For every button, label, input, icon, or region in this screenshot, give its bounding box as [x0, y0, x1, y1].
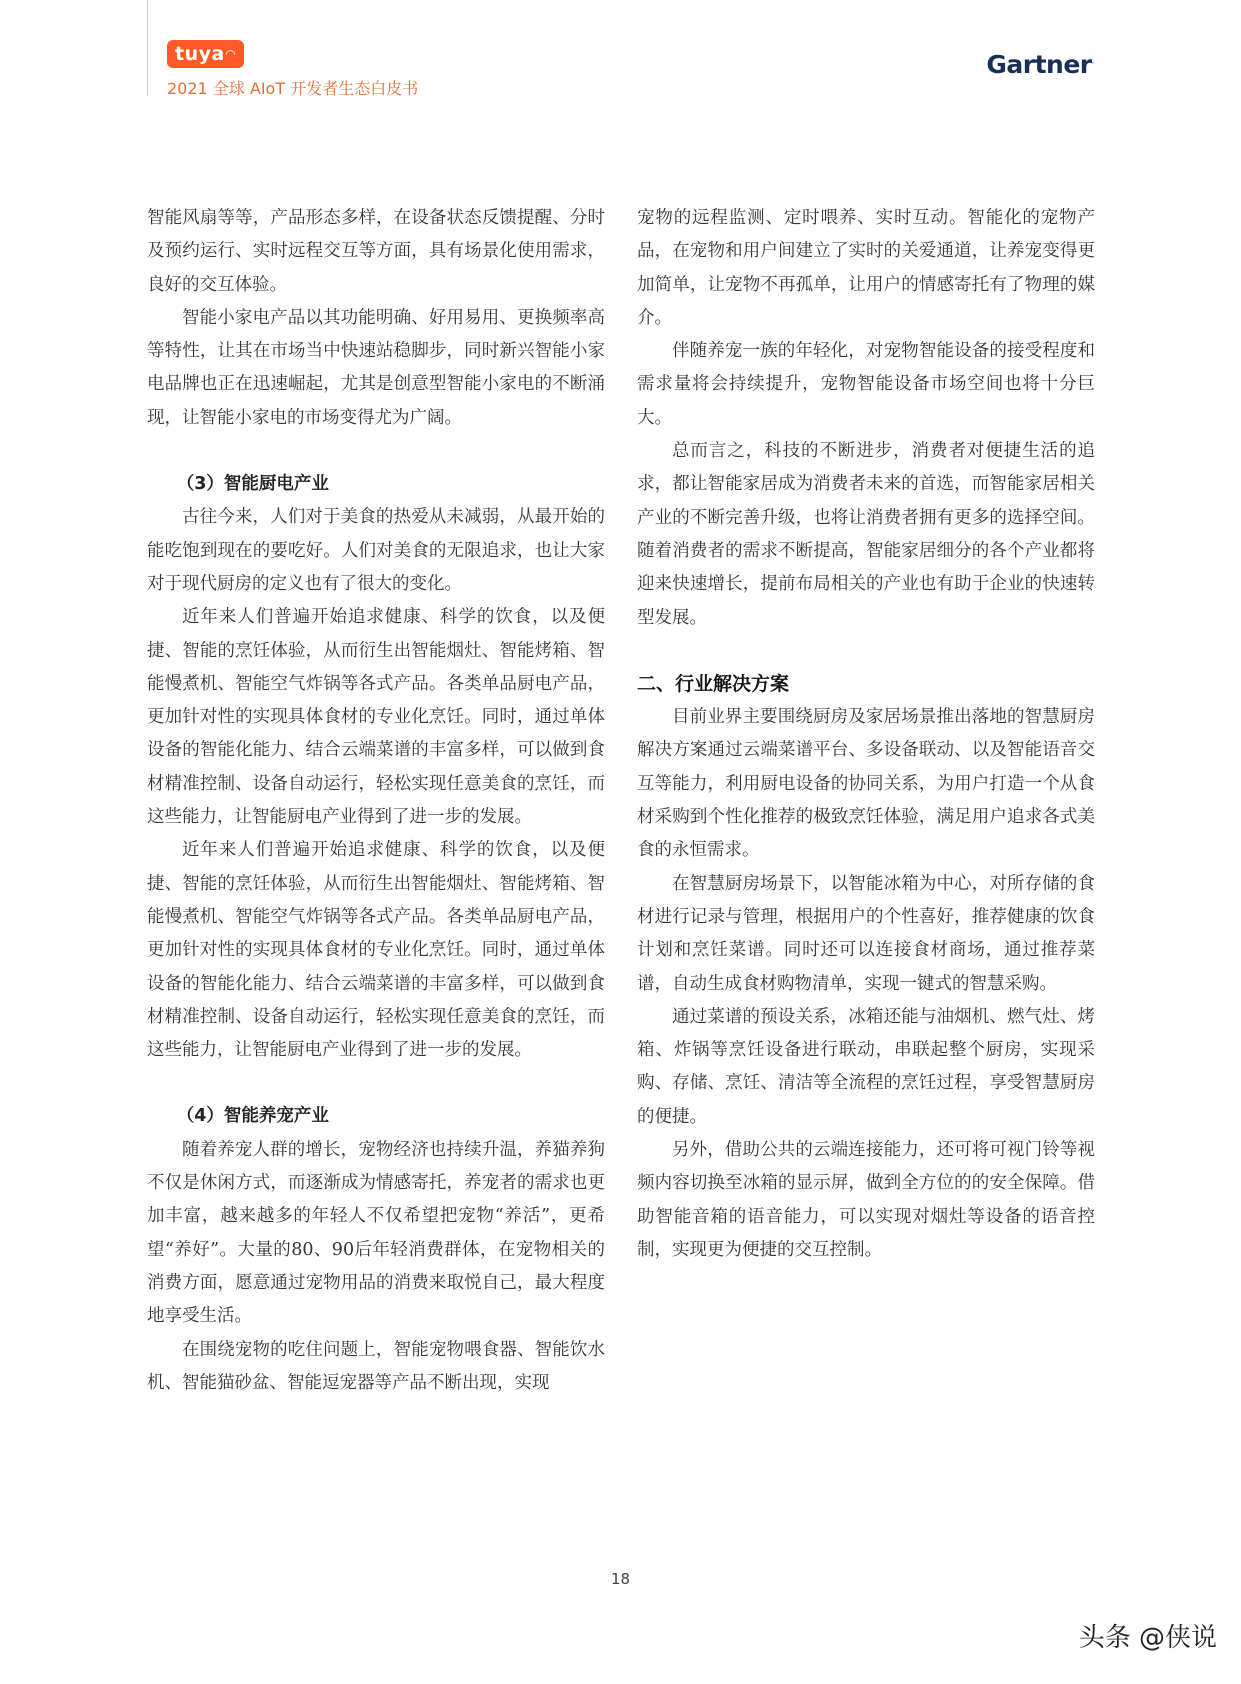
watermark: 头条 @侠说: [1078, 1623, 1217, 1653]
section-heading: （4）智能养宠产业: [176, 1106, 329, 1127]
paragraph: 智能小家电产品以其功能明确、好用易用、更换频率高等特性，让其在市场当中快速站稳脚步，同时新兴智能小家电品牌也正在迅速崛起，尤其是创意型智能小家电的不断涌现，让智能小家电的市场变得尤为广阔。: [147, 307, 605, 428]
section-heading: （3）智能厨电产业: [176, 474, 329, 495]
gartner-logo: Gartner.: [986, 50, 1094, 79]
paragraph: 目前业界主要围绕厨房及家居场景推出落地的智慧厨房解决方案通过云端菜谱平台、多设备联动、以及智能语音交互等能力，利用厨电设备的协同关系，为用户打造一个从食材采购到个性化推荐的极致烹饪体验，满足用户追求各式美食的永恒需求。: [637, 707, 1095, 861]
paragraph: 随着养宠人群的增长，宠物经济也持续升温，养猫养狗不仅是休闲方式，而逐渐成为情感寄托，养宠者的需求也更加丰富，越来越多的年轻人不仅希望把宠物“养活”，更希望“养好”。大量的80、90后年轻消费群体，在宠物相关的消费方面，愿意通过宠物用品的消费来取悦自己，最大程度地享受生活。: [147, 1139, 605, 1327]
section-heading: 二、行业解决方案: [637, 672, 790, 695]
paragraph: 总而言之，科技的不断进步，消费者对便捷生活的追求，都让智能家居成为消费者未来的首选，而智能家居相关产业的不断完善升级，也将让消费者拥有更多的选择空间。随着消费者的需求不断提高，智能家居细分的各个产业都将迎来快速增长，提前布局相关的产业也有助于企业的快速转型发展。: [637, 441, 1095, 628]
paragraph: 通过菜谱的预设关系，冰箱还能与油烟机、燃气灶、烤箱、炸锅等烹饪设备进行联动，串联起整个厨房，实现采购、存储、烹饪、清洁等全流程的烹饪过程，享受智慧厨房的便捷。: [637, 1006, 1095, 1127]
paragraph: 伴随养宠一族的年轻化，对宠物智能设备的接受程度和需求量将会持续提升，宠物智能设备市场空间也将十分巨大。: [637, 341, 1095, 428]
paragraph: 另外，借助公共的云端连接能力，还可将可视门铃等视频内容切换至冰箱的显示屏，做到全方位的的安全保障。借助智能音箱的语音能力，可以实现对烟灶等设备的语音控制，实现更为便捷的交互控制。: [637, 1140, 1095, 1260]
paragraph: 在智慧厨房场景下，以智能冰箱为中心，对所存储的食材进行记录与管理，根据用户的个性喜好，推荐健康的饮食计划和烹饪菜谱。同时还可以连接食材商场，通过推荐菜谱，自动生成食材购物清单，实现一键式的智慧采购。: [637, 873, 1095, 994]
paragraph: 宠物的远程监测、定时喂养、实时互动。智能化的宠物产品，在宠物和用户间建立了实时的关爱通道，让养宠变得更加简单，让宠物不再孤单，让用户的情感寄托有了物理的媒介。: [637, 208, 1095, 328]
tuya-logo: tuya◠: [167, 40, 244, 68]
page-number: 18: [610, 1570, 631, 1588]
document-title: 2021 全球 AIoT 开发者生态白皮书: [167, 79, 419, 98]
left-column: [147, 202, 605, 1400]
header-divider: [147, 0, 148, 96]
wifi-icon: ◠: [225, 47, 236, 61]
paragraph: 在围绕宠物的吃住问题上，智能宠物喂食器、智能饮水机、智能猫砂盆、智能逗宠器等产品不断出现，实现: [147, 1339, 605, 1393]
paragraph: 古往今来，人们对于美食的热爱从未减弱，从最开始的能吃饱到现在的要吃好。人们对美食的无限追求，也让大家对于现代厨房的定义也有了很大的变化。: [147, 507, 605, 594]
right-column: [637, 202, 1095, 1267]
paragraph: 智能风扇等等，产品形态多样，在设备状态反馈提醒、分时及预约运行、实时远程交互等方面，具有场景化使用需求，良好的交互体验。: [147, 208, 605, 295]
section-spacer: [147, 1067, 605, 1100]
section-spacer: [637, 635, 1095, 668]
section-spacer: [147, 435, 605, 468]
paragraph: 近年来人们普遍开始追求健康、科学的饮食，以及便捷、智能的烹饪体验，从而衍生出智能烟灶、智能烤箱、智能慢煮机、智能空气炸锅等各式产品。各类单品厨电产品，更加针对性的实现具体食材的专业化烹饪。同时，通过单体设备的智能化能力、结合云端菜谱的丰富多样，可以做到食材精准控制、设备自动运行，轻松实现任意美食的烹饪，而这些能力，让智能厨电产业得到了进一步的发展。: [147, 840, 605, 1061]
paragraph: 近年来人们普遍开始追求健康、科学的饮食，以及便捷、智能的烹饪体验，从而衍生出智能烟灶、智能烤箱、智能慢煮机、智能空气炸锅等各式产品。各类单品厨电产品，更加针对性的实现具体食材的专业化烹饪。同时，通过单体设备的智能化能力、结合云端菜谱的丰富多样，可以做到食材精准控制、设备自动运行，轻松实现任意美食的烹饪，而这些能力，让智能厨电产业得到了进一步的发展。: [147, 607, 605, 828]
